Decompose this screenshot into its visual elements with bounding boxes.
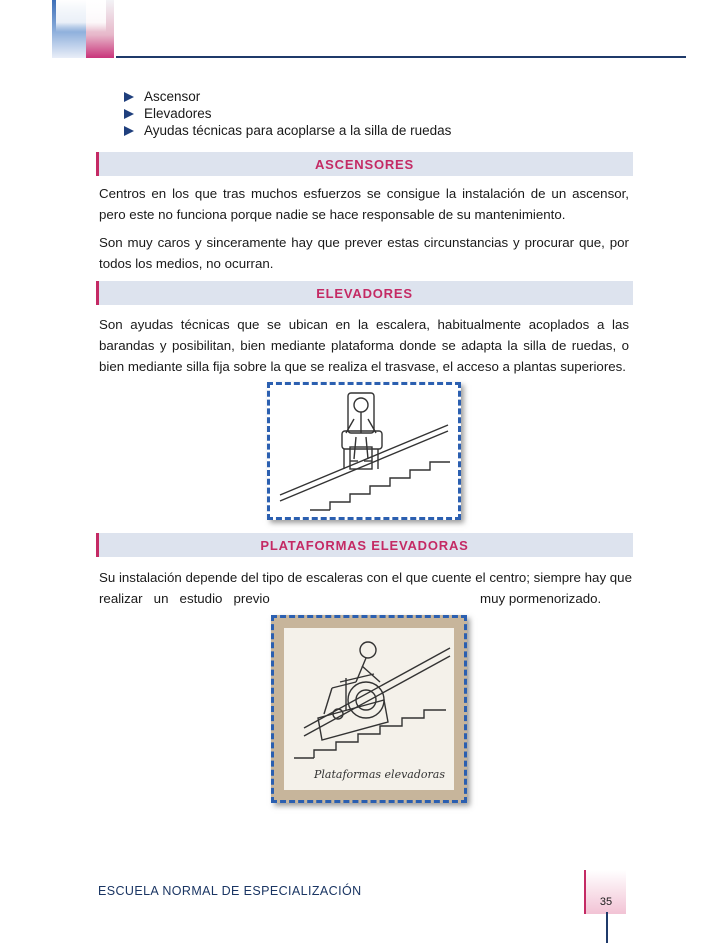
page-number: 35: [599, 896, 613, 908]
stair-chair-image-frame: [267, 382, 461, 520]
paragraph-plataformas-line-1: Su instalación depende del tipo de escaleras con el que cuente el centro; siempre hay que: [99, 570, 632, 585]
header-rule: [116, 56, 686, 58]
platform-lift-illustration: [274, 618, 464, 800]
page-number-rule: [606, 912, 608, 943]
header-corner-highlight: [56, 0, 106, 32]
stair-chair-illustration: [270, 385, 458, 517]
section-heading-ascensores: ASCENSORES: [96, 152, 633, 176]
paragraph-plataformas-line-2: [99, 588, 629, 609]
triangle-bullet-icon: [124, 92, 134, 102]
triangle-bullet-icon: [124, 109, 134, 119]
paragraph-ascensores-2: Son muy caros y sinceramente hay que prever estas circunstancias y procurar que, por todos los medios, no ocurran.: [99, 235, 629, 271]
bullet-item: Ascensor: [124, 88, 451, 105]
section-heading-elevadores: ELEVADORES: [96, 281, 633, 305]
triangle-bullet-icon: [124, 126, 134, 136]
image-caption: Plataformas elevadoras: [314, 768, 445, 781]
platform-lift-image-frame: [271, 615, 467, 803]
page-number-box: [584, 870, 626, 914]
bullet-list: [124, 88, 451, 139]
paragraph-plataformas: [99, 567, 632, 609]
paragraph-plataformas-line-2-right: muy pormenorizado.: [480, 591, 602, 606]
paragraph-ascensores-1: Centros en los que tras muchos esfuerzos se consigue la instalación de un ascensor, pero este no funciona porque nadie se hace responsable de su mantenimiento.: [99, 186, 629, 222]
section-heading-plataformas: PLATAFORMAS ELEVADORAS: [96, 533, 633, 557]
paragraph-plataformas-line-2-left: realizar un estudio previo: [99, 591, 270, 606]
bullet-item: Elevadores: [124, 105, 451, 122]
footer-school-name: ESCUELA NORMAL DE ESPECIALIZACIÓN: [98, 884, 362, 898]
bullet-item: Ayudas técnicas para acoplarse a la silla de ruedas: [124, 122, 451, 139]
paragraph-elevadores: Son ayudas técnicas que se ubican en la escalera, habitualmente acoplados a las barandas y posibilitan, bien mediante plataforma donde se adapta la silla de ruedas, o bien mediante silla fija sobre la que se realiza el trasvase, el acceso a plantas superiores.: [99, 317, 629, 374]
